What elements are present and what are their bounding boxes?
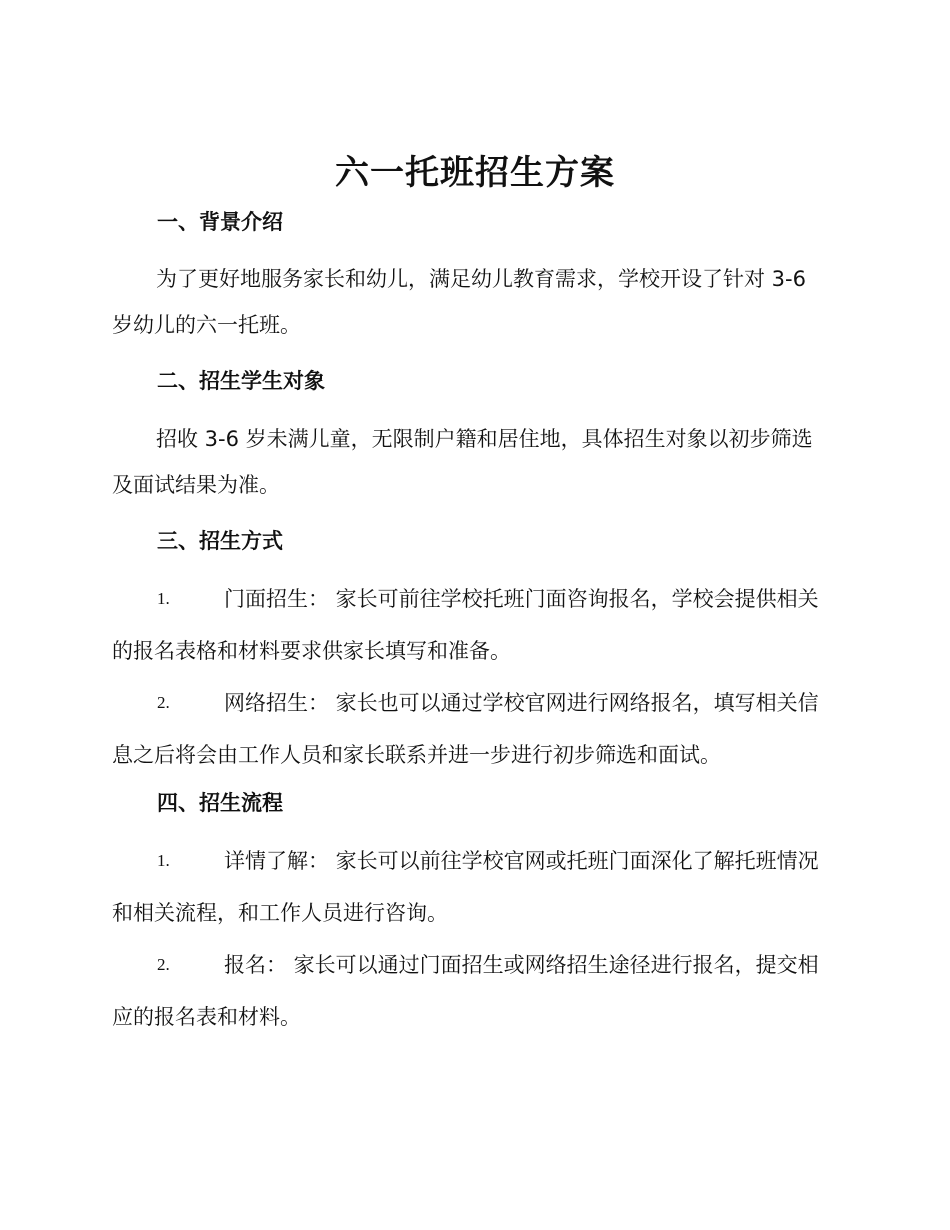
list-item-number: 1. — [157, 851, 170, 870]
paragraph-line — [112, 416, 838, 462]
paragraph-text: 为了更好地服务家长和幼儿，满足幼儿教育需求，学校开设了针对 3-6 — [156, 267, 806, 291]
section-paragraph-target-students — [112, 416, 838, 508]
section-paragraph-background — [112, 256, 838, 348]
section-heading-target-students: 二、招生学生对象 — [157, 369, 325, 393]
section-heading-enrollment-methods: 三、招生方式 — [157, 529, 283, 553]
list-item-number: 1. — [157, 589, 170, 608]
list-item-line — [112, 835, 838, 887]
list-item-line: 息之后将会由工作人员和家长联系并进一步进行初步筛选和面试。 — [112, 743, 721, 767]
list-item — [112, 573, 838, 677]
list-item-number: 2. — [157, 693, 170, 712]
list-item-line — [112, 573, 838, 625]
list-item-line — [112, 939, 838, 991]
paragraph-text: 招收 3-6 岁未满儿童，无限制户籍和居住地，具体招生对象以初步筛选 — [156, 427, 813, 451]
list-item-text: 网络招生： 家长也可以通过学校官网进行网络报名，填写相关信 — [224, 691, 819, 715]
list-item — [112, 677, 838, 781]
paragraph-line: 岁幼儿的六一托班。 — [112, 313, 301, 337]
paragraph-line — [112, 256, 838, 302]
section-heading-background: 一、背景介绍 — [157, 210, 283, 234]
list-item — [112, 835, 838, 939]
list-item-line: 的报名表格和材料要求供家长填写和准备。 — [112, 639, 511, 663]
list-item-line: 应的报名表和材料。 — [112, 1005, 301, 1029]
list-item-line: 和相关流程，和工作人员进行咨询。 — [112, 901, 448, 925]
list-item-text: 详情了解： 家长可以前往学校官网或托班门面深化了解托班情况 — [224, 849, 819, 873]
list-item-line — [112, 677, 838, 729]
document-title: 六一托班招生方案 — [335, 153, 615, 193]
list-item-number: 2. — [157, 955, 170, 974]
section-heading-enrollment-process: 四、招生流程 — [157, 791, 283, 815]
list-item — [112, 939, 838, 1043]
list-item-text: 报名： 家长可以通过门面招生或网络招生途径进行报名，提交相 — [224, 953, 819, 977]
paragraph-line: 及面试结果为准。 — [112, 473, 280, 497]
list-item-text: 门面招生： 家长可前往学校托班门面咨询报名，学校会提供相关 — [224, 587, 819, 611]
